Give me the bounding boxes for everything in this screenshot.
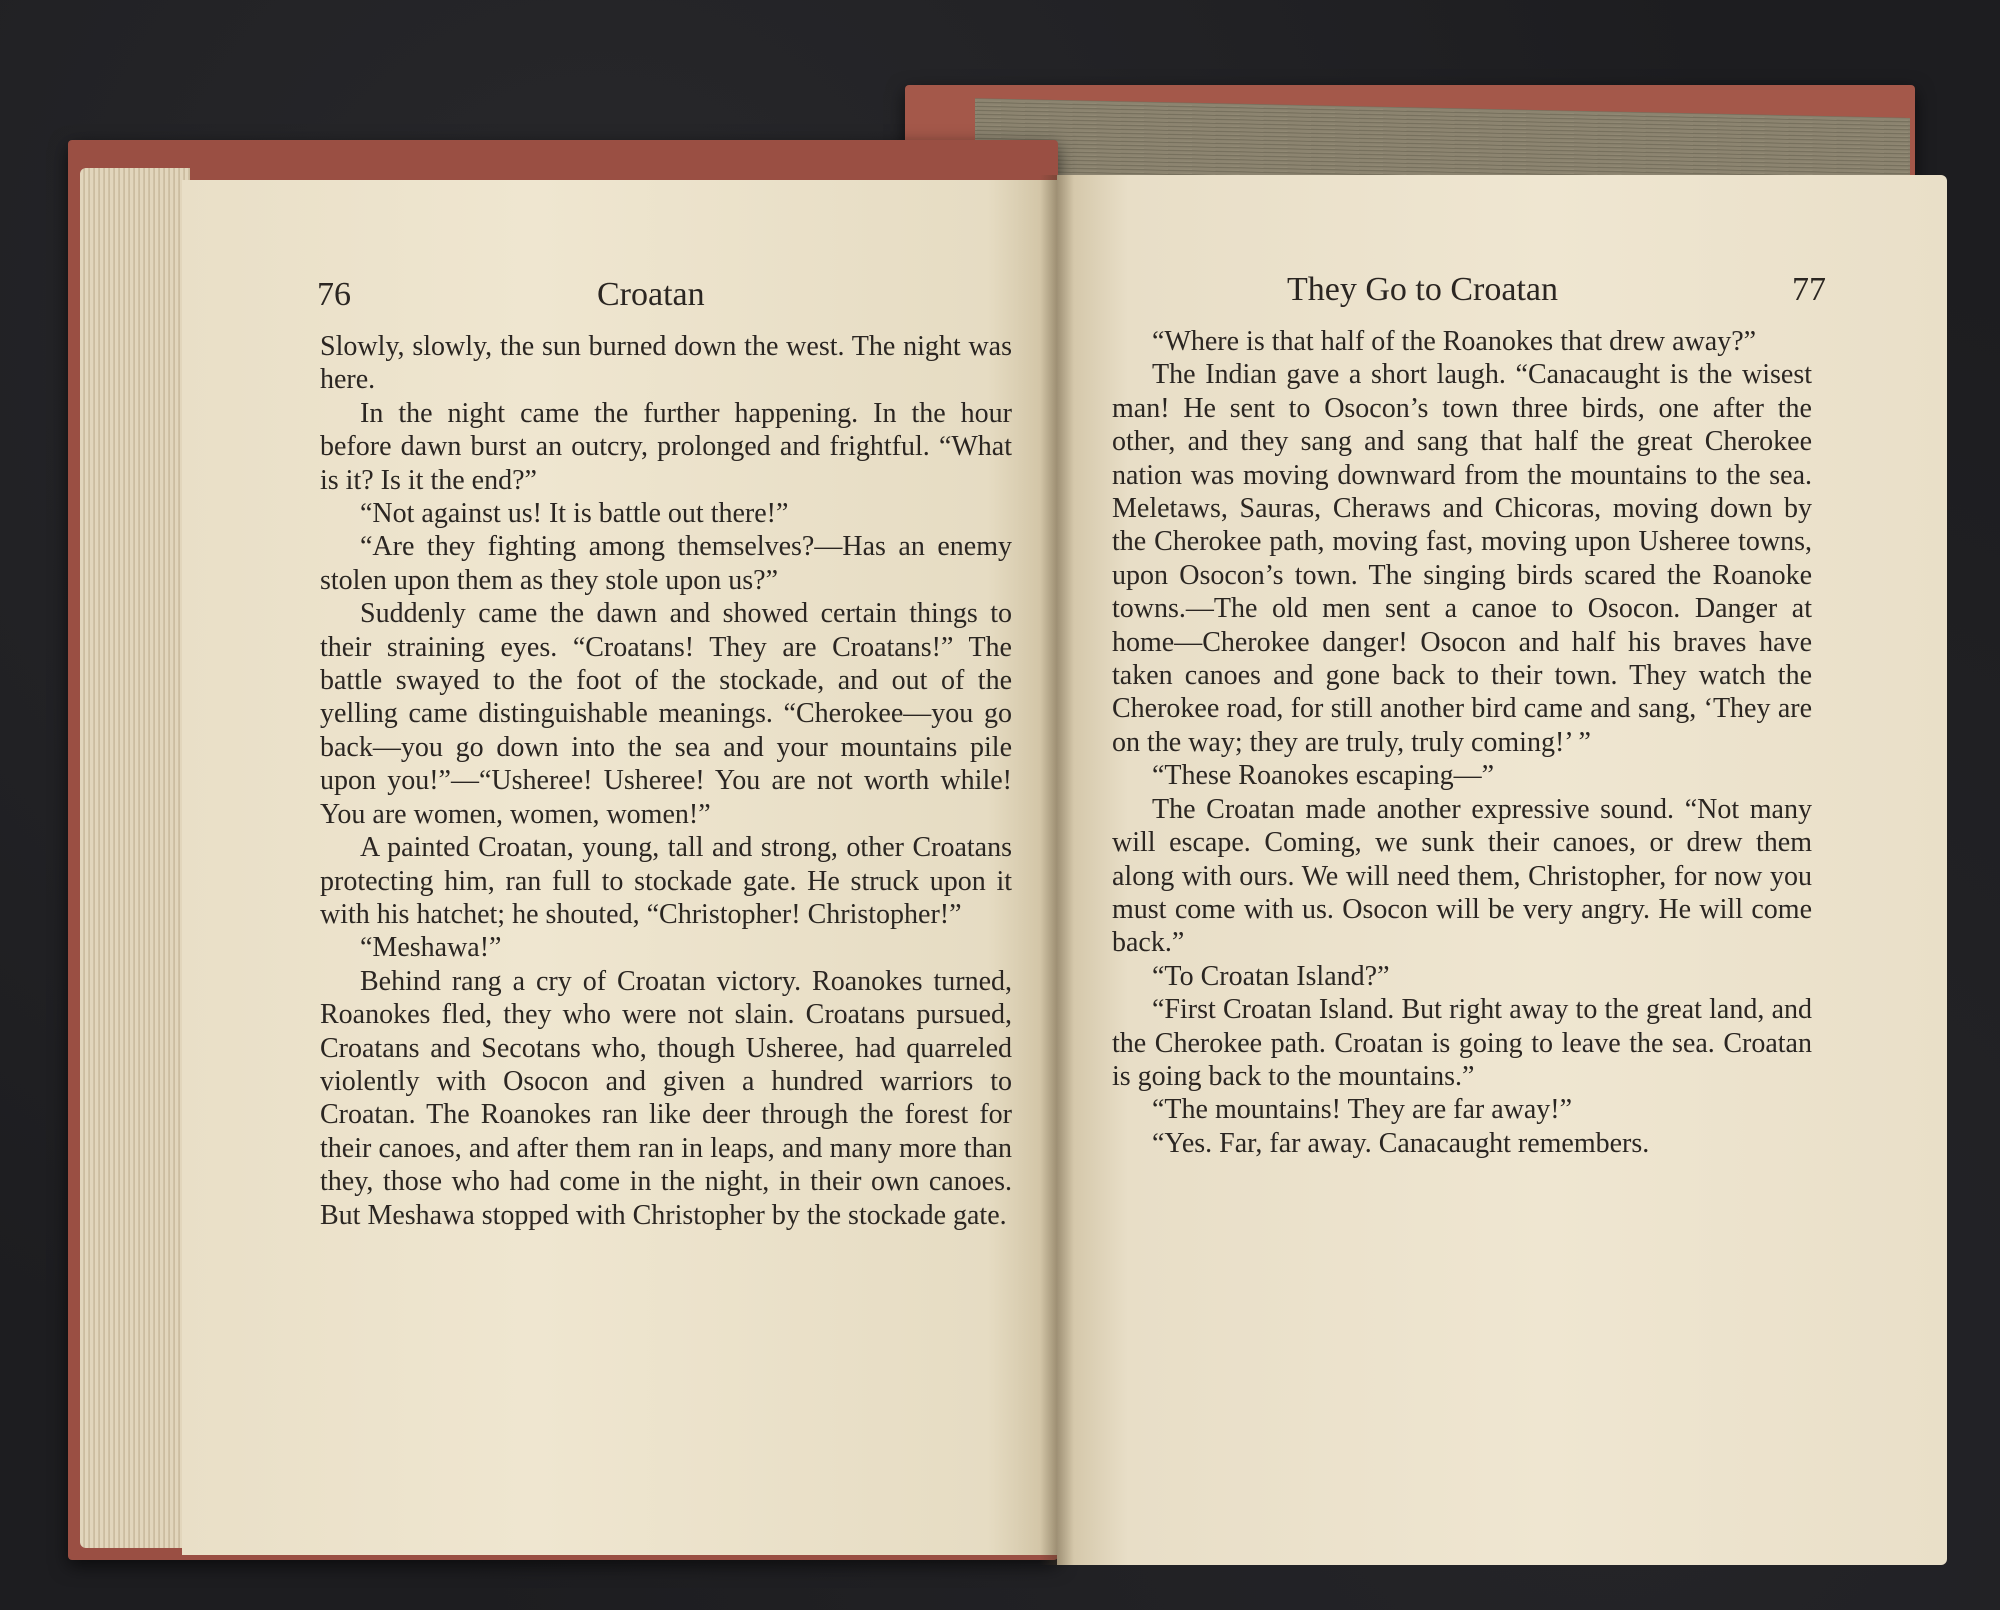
left-page	[182, 180, 1057, 1555]
paragraph: “Where is that half of the Roanokes that drew away?”	[1152, 326, 1757, 357]
paragraph: “The mountains! They are far away!”	[1152, 1094, 1573, 1126]
paragraph: Slowly, slowly, the sun burned down the west. The night was here.	[320, 331, 1012, 396]
paragraph: Suddenly came the dawn and showed certain things to their straining eyes. “Croatans! They are Croatans!” The battle swayed to the foot of the stockade, and out of the yelling came distinguishable meanings. “Cherokee—you go back—you go down into the sea and your mountains pile upon you!”—“Usheree! Usheree! You are not worth while! You are women, women, women!”	[320, 598, 1012, 830]
right-page	[1057, 175, 1947, 1565]
running-title: They Go to Croatan	[1287, 271, 1558, 308]
paragraph: “Meshawa!”	[360, 932, 502, 964]
paragraph: A painted Croatan, young, tall and strong, other Croatans protecting him, ran full to stockade gate. He struck upon it with his hatchet; he shouted, “Christopher! Christopher!”	[320, 832, 1012, 930]
paragraph: The Indian gave a short laugh. “Canacaught is the wisest man! He sent to Osocon’s town three birds, one after the other, and they sang and sang that half the great Cherokee nation was moving downward from the mountains to the sea. Meletaws, Sauras, Cheraws and Chicoras, moving down by the Cherokee path, moving fast, moving upon Usheree towns, upon Osocon’s town. The singing birds scared the Roanoke towns.—The old men sent a canoe to Osocon. Danger at home—Cherokee danger! Osocon and half his braves have taken canoes and gone back to their town. They watch the Cherokee road, for still another bird came and sang, ‘They are on the way; they are truly, truly coming!’ ”	[1112, 359, 1812, 758]
book-gutter	[1040, 175, 1074, 1565]
page-edges-left	[80, 168, 190, 1548]
paragraph: In the night came the further happening. In the hour before dawn burst an outcry, prolonged and frightful. “What is it? Is it the end?”	[320, 397, 1012, 496]
paragraph: “Yes. Far, far away. Canacaught remembers.	[1152, 1127, 1650, 1159]
page-text	[1112, 325, 1812, 1160]
paragraph: Behind rang a cry of Croatan victory. Roanokes turned, Roanokes fled, they who were not slain. Croatans pursued, Croatans and Secotans who, though Usheree, had quarreled violently with Osocon and given a hundred warriors to Croatan. The Roanokes ran like deer through the forest for their canoes, and after them ran in leaps, and many more than they, those who had come in the night, in their own canoes. But Meshawa stopped with Christopher by the stockade gate.	[320, 965, 1012, 1231]
paragraph: “Are they fighting among themselves?—Has an enemy stolen upon them as they stole upon us?”	[320, 531, 1012, 596]
page-text	[320, 330, 1012, 1232]
page-number: 76	[317, 276, 351, 313]
paragraph: The Croatan made another expressive sound. “Not many will escape. Coming, we sunk their canoes, or drew them along with ours. We will need them, Christopher, for now you must come with us. Osocon will be very angry. He will come back.”	[1112, 793, 1812, 959]
running-title: Croatan	[597, 276, 705, 313]
paragraph: “Not against us! It is battle out there!”	[360, 498, 789, 530]
paragraph: “These Roanokes escaping—”	[1152, 760, 1495, 792]
paragraph: “To Croatan Island?”	[1152, 960, 1390, 992]
paragraph: “First Croatan Island. But right away to the great land, and the Cherokee path. Croatan is going to leave the sea. Croatan is going back to the mountains.”	[1112, 994, 1812, 1092]
page-number: 77	[1792, 271, 1826, 308]
